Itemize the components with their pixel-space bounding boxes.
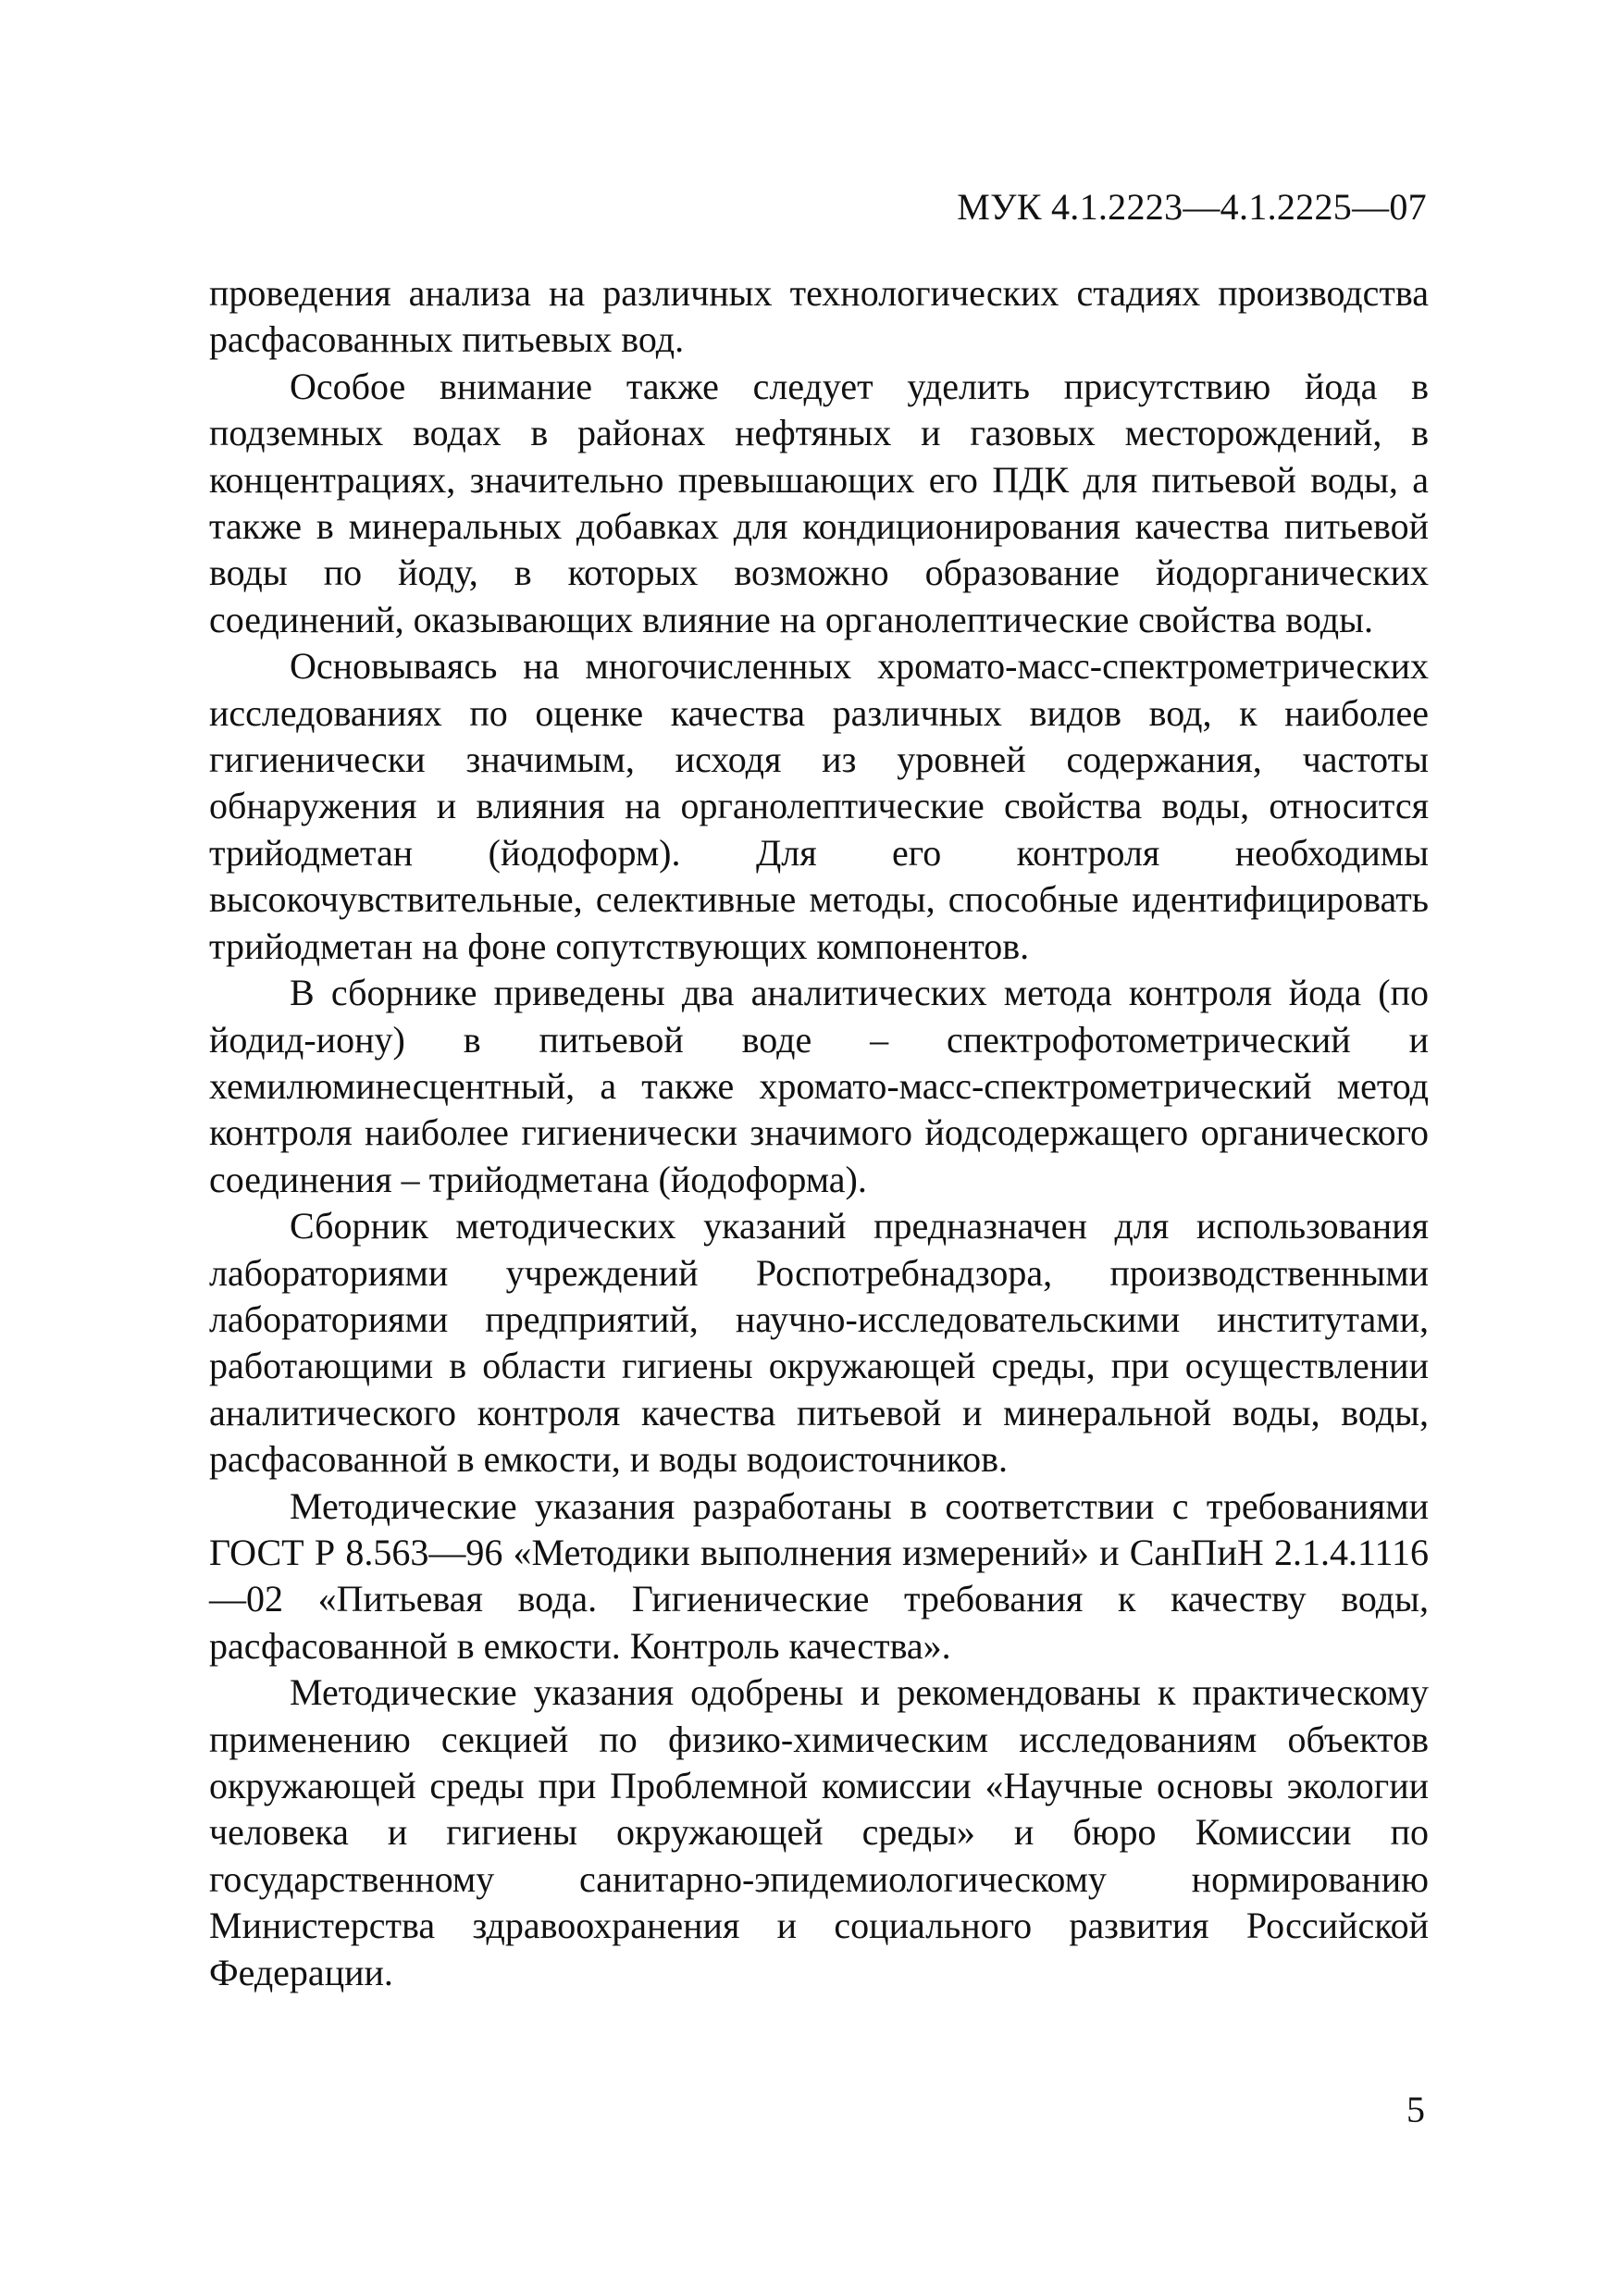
paragraph-iodine-groundwater: Особое внимание также следует уделить присутствию йода в подземных водах в районах нефтяных и газовых месторождений, в концентрациях, значительно превышающих его ПДК для питьевой воды, а также в минеральных добавках для кондиционирования качества питьевой воды по йоду, в которых возможно образование йодорганических соединений, оказывающих влияние на органолептические свойства воды. — [209, 365, 1429, 640]
running-header-doc-code: МУК 4.1.2223—4.1.2225—07 — [957, 186, 1427, 228]
page-number: 5 — [1406, 2089, 1425, 2130]
paragraph-approval: Методические указания одобрены и рекомендованы к практическому применению секцией по физико-химическим исследованиям объектов окружающей среды при Проблемной комиссии «Научные основы экологии человека и гигиены окружающей среды» и бюро Комиссии по государственному санитарно-эпидемиологическому нормированию Министерства здравоохранения и социального развития Российской Федерации. — [209, 1671, 1429, 1993]
paragraph-standards: Методические указания разработаны в соответствии с требованиями ГОСТ Р 8.563—96 «Методики выполнения измерений» и СанПиН 2.1.4.1116—02 «Питьевая вода. Гигиенические требования к качеству воды, расфасованной в емкости. Контроль качества». — [209, 1484, 1429, 1667]
paragraph-continuation: проведения анализа на различных технологических стадиях производства расфасованных питьевых вод. — [209, 272, 1429, 361]
body-text — [209, 270, 1429, 1996]
paragraph-intended-users: Сборник методических указаний предназначен для использования лабораториями учреждений Роспотребнадзора, производственными лабораториями предприятий, научно-исследовательскими институтами, работающими в области гигиены окружающей среды, при осуществлении аналитического контроля качества питьевой и минеральной воды, воды, расфасованной в емкости, и воды водоисточников. — [209, 1205, 1429, 1481]
paragraph-triiodomethane: Основываясь на многочисленных хромато-масс-спектрометрических исследованиях по оценке качества различных видов вод, к наиболее гигиенически значимым, исходя из уровней содержания, частоты обнаружения и влияния на органолептические свойства воды, относится трийодметан (йодоформ). Для его контроля необходимы высокочувствительные, селективные методы, способные идентифицировать трийодметан на фоне сопутствующих компонентов. — [209, 645, 1429, 967]
paragraph-methods-overview: В сборнике приведены два аналитических метода контроля йода (по йодид-иону) в питьевой воде – спектрофотометрический и хемилюминесцентный, а также хромато-масс-спектрометрический метод контроля наиболее гигиенически значимого йодсодержащего органического соединения – трийодметана (йодоформа). — [209, 972, 1429, 1200]
